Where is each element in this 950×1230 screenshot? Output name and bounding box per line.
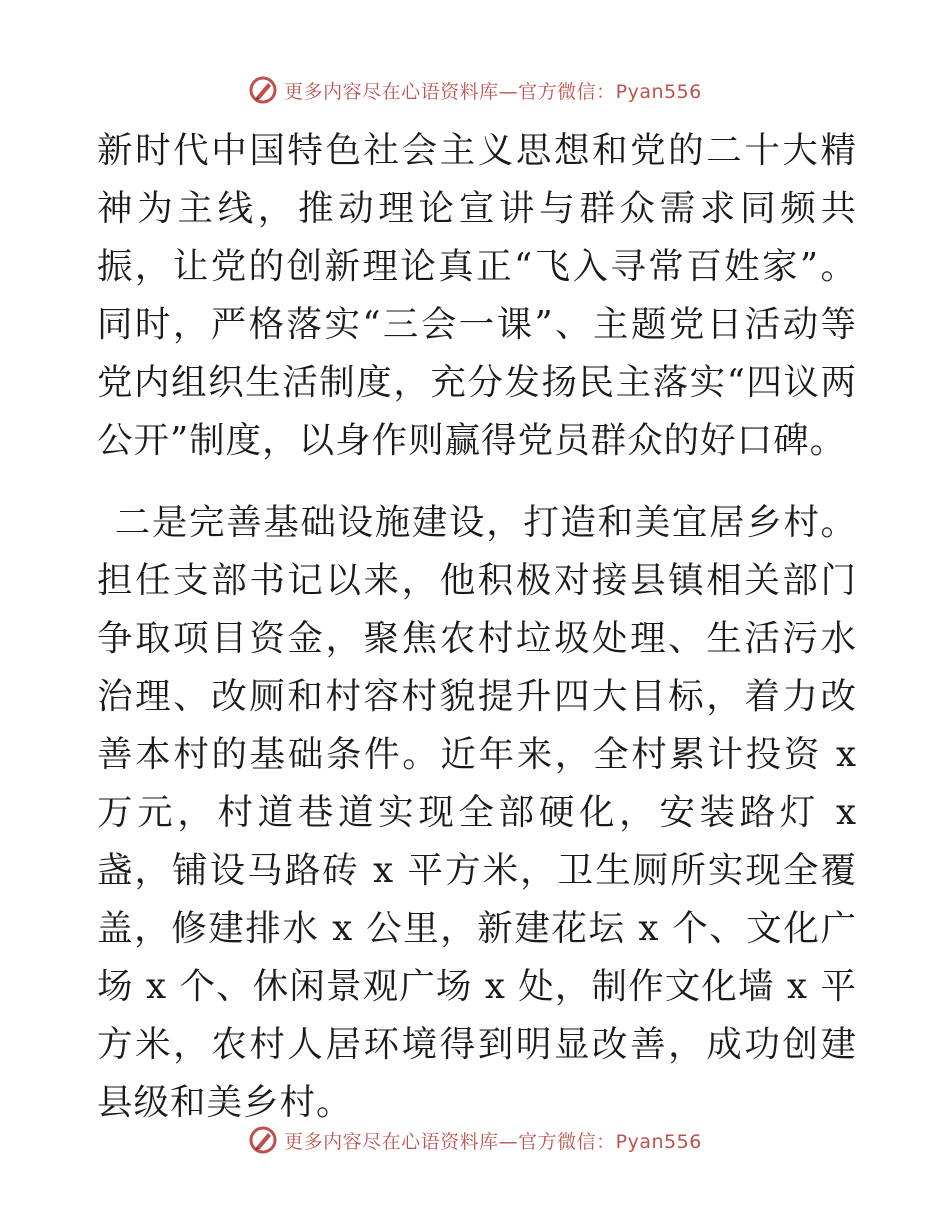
banner-text: 更多内容尽在心语资料库—官方微信：Pyan556 [284, 1130, 702, 1153]
header-watermark-banner [0, 70, 950, 110]
paragraph-1: 新时代中国特色社会主义思想和党的二十大精神为主线，推动理论宣讲与群众需求同频共振，让党的创新理论真正“飞入寻常百姓家”。同时，严格落实“三会一课”、主题党日活动等党内组织生活制度，充分发扬民主落实“四议两公开”制度，以身作则赢得党员群众的好口碑。 [97, 130, 857, 461]
banner-text: 更多内容尽在心语资料库—官方微信：Pyan556 [284, 80, 702, 103]
document-body [97, 122, 857, 1132]
logo-icon [248, 1125, 278, 1155]
logo-icon [248, 75, 278, 105]
footer-watermark-banner [0, 1120, 950, 1160]
paragraph-2: 二是完善基础设施建设，打造和美宜居乡村。担任支部书记以来，他积极对接县镇相关部门争取项目资金，聚焦农村垃圾处理、生活污水治理、改厕和村容村貌提升四大目标，着力改善本村的基础条件。近年来，全村累计投资 x 万元，村道巷道实现全部硬化，安装路灯 x 盏，铺设马路砖 x 平方米，卫生厕所实现全覆盖，修建排水 x 公里，新建花坛 x 个、文化广场 x 个、休闲景观广场 x 处，制作文化墙 x 平方米，农村人居环境得到明显改善，成功创建县级和美乡村。 [97, 502, 857, 1123]
